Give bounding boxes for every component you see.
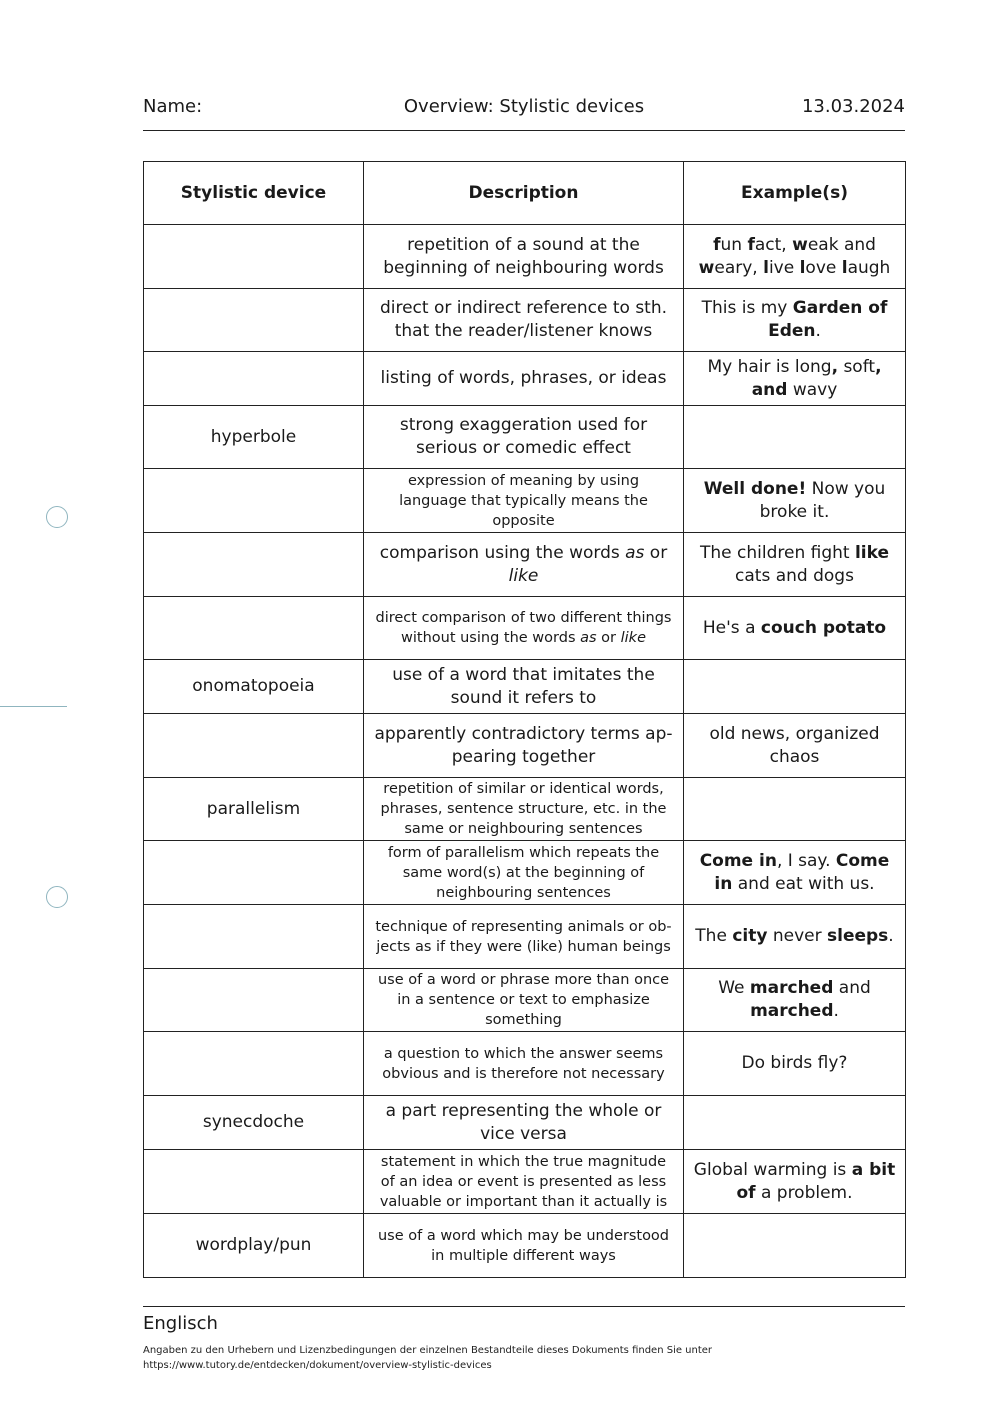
example-cell — [684, 778, 906, 841]
table-row — [144, 1096, 906, 1150]
device-cell — [144, 469, 364, 533]
example-cell-text: and — [833, 978, 871, 998]
example-cell-text: act, — [754, 234, 793, 255]
device-cell — [144, 597, 364, 660]
example-cell-text: l — [841, 257, 848, 278]
description-cell-text: strong exaggeration used for serious or comedic effect — [399, 415, 648, 458]
example-cell-text: couch potato — [760, 617, 887, 638]
example-cell-text: like — [854, 542, 890, 563]
description-cell-text: like — [508, 565, 539, 586]
description-cell — [364, 1032, 684, 1096]
page-title: Overview: Stylistic devices — [403, 96, 645, 117]
device-cell — [144, 289, 364, 352]
description-cell — [364, 969, 684, 1032]
example-cell-text: , — [875, 356, 882, 377]
example-cell-text: and — [751, 379, 788, 400]
example-cell-text: Now you broke it. — [759, 478, 886, 522]
example-cell-text: This is my — [701, 298, 793, 318]
device-cell: onomatopoeia — [144, 660, 364, 714]
example-cell-text: f — [747, 234, 755, 255]
description-cell — [364, 289, 684, 352]
description-cell-text: direct comparison of two different things without using the words — [375, 610, 672, 646]
description-cell-text: or — [596, 630, 621, 646]
name-label: Name: — [143, 96, 203, 117]
device-cell — [144, 1150, 364, 1214]
credits-line: Angaben zu den Urhebern und Lizenzbedingungen der einzelnen Bestandteile dieses Dokuments finden Sie unter — [143, 1345, 713, 1356]
example-cell-text: The — [695, 926, 733, 946]
description-cell — [364, 406, 684, 469]
example-cell-text: un — [720, 234, 748, 255]
footer-divider — [143, 1306, 905, 1307]
example-cell-text: l — [763, 257, 769, 278]
description-cell-text: apparently contradictory terms appearing together — [374, 723, 673, 767]
example-cell — [684, 660, 906, 714]
description-cell-text: comparison using the words — [379, 542, 626, 563]
example-cell — [684, 1214, 906, 1278]
device-cell — [144, 841, 364, 905]
device-cell: wordplay/pun — [144, 1214, 364, 1278]
table-row — [144, 533, 906, 597]
example-cell-text: augh — [847, 257, 891, 278]
table-row — [144, 905, 906, 969]
example-cell-text: . — [815, 321, 821, 341]
description-cell-text: technique of representing animals or objects as if they were (like) human beings — [375, 918, 672, 955]
date-label: 13.03.2024 — [801, 96, 905, 117]
description-cell-text: repetition of similar or identical words, phrases, sentence structure, etc. in the same or neighbouring sentences — [380, 781, 667, 837]
description-cell-text: like — [620, 630, 646, 646]
description-cell — [364, 1150, 684, 1214]
example-cell-text: city — [732, 926, 768, 946]
description-cell — [364, 778, 684, 841]
description-cell-text: a question to which the answer seems obvious and is therefore not necessary — [382, 1045, 665, 1082]
example-cell-text: Do birds fly? — [741, 1053, 848, 1073]
description-cell — [364, 660, 684, 714]
credits-url: https://www.tutory.de/entdecken/dokument/overview-stylistic-devices — [143, 1360, 492, 1371]
device-cell — [144, 352, 364, 406]
description-cell — [364, 841, 684, 905]
table-row — [144, 660, 906, 714]
column-header-device: Stylistic device — [144, 162, 364, 225]
device-cell — [144, 969, 364, 1032]
example-cell-text: soft — [838, 356, 876, 377]
example-cell-text: a bit of — [736, 1159, 896, 1203]
example-cell-text: . — [833, 1001, 839, 1021]
description-cell-text: as — [580, 630, 597, 646]
example-cell-text: l — [799, 257, 806, 278]
description-cell-text: repetition of a sound at the beginning of neighbouring words — [383, 234, 664, 278]
example-cell — [684, 1150, 906, 1214]
example-cell — [684, 289, 906, 352]
example-cell-text: old news, organized chaos — [709, 723, 880, 767]
table-body — [144, 225, 906, 1278]
example-cell-text: cats and dogs — [735, 565, 854, 586]
description-cell — [364, 533, 684, 597]
example-cell-text: Well done! — [703, 478, 807, 499]
example-cell-text: My hair is long — [707, 356, 832, 377]
example-cell-text: He's a — [702, 617, 761, 638]
page-header — [143, 94, 905, 131]
example-cell — [684, 352, 906, 406]
table-row — [144, 289, 906, 352]
example-cell — [684, 533, 906, 597]
example-cell-text: eary, — [714, 257, 764, 278]
example-cell-text: eak and — [807, 234, 876, 255]
punch-hole-mark — [46, 886, 68, 908]
table-row — [144, 714, 906, 778]
example-cell-text: never — [767, 926, 827, 946]
description-cell — [364, 905, 684, 969]
description-cell — [364, 469, 684, 533]
example-cell-text: ive — [768, 257, 800, 278]
table-row — [144, 225, 906, 289]
example-cell-text: a problem. — [755, 1182, 853, 1203]
description-cell — [364, 714, 684, 778]
table-row — [144, 969, 906, 1032]
description-cell-text: form of parallelism which repeats the same word(s) at the beginning of neighbouring sentences — [387, 844, 660, 901]
description-cell — [364, 1096, 684, 1150]
table-row — [144, 1150, 906, 1214]
example-cell-text: Come in — [714, 850, 890, 894]
example-cell — [684, 1032, 906, 1096]
example-cell — [684, 969, 906, 1032]
table-header-row — [144, 162, 906, 225]
description-cell-text: direct or indirect reference to sth. that the reader/listener knows — [379, 298, 668, 341]
description-cell-text: a part representing the whole or vice versa — [385, 1100, 662, 1144]
example-cell-text: . — [888, 926, 894, 946]
device-cell: synecdoche — [144, 1096, 364, 1150]
table-row — [144, 1032, 906, 1096]
example-cell-text: Come in — [699, 850, 777, 871]
example-cell-text: Garden of Eden — [768, 298, 888, 341]
description-cell — [364, 1214, 684, 1278]
description-cell — [364, 225, 684, 289]
table-row — [144, 406, 906, 469]
example-cell-text: w — [698, 257, 715, 278]
fold-mark — [0, 706, 67, 707]
example-cell-text: f — [713, 234, 721, 255]
device-cell — [144, 714, 364, 778]
description-cell-text: as — [625, 542, 645, 563]
example-cell-text: , I say. — [776, 850, 836, 871]
example-cell-text: wavy — [787, 379, 838, 400]
device-cell: hyperbole — [144, 406, 364, 469]
example-cell-text: ove — [805, 257, 842, 278]
device-cell — [144, 1032, 364, 1096]
table-row — [144, 778, 906, 841]
example-cell-text: The children fight — [699, 542, 855, 563]
table-row — [144, 597, 906, 660]
description-cell-text: listing of words, phrases, or ideas — [380, 368, 667, 388]
example-cell-text: Global warming is — [693, 1159, 852, 1180]
punch-hole-mark — [46, 506, 68, 528]
column-header-description: Description — [364, 162, 684, 225]
example-cell — [684, 469, 906, 533]
table-row — [144, 841, 906, 905]
example-cell — [684, 905, 906, 969]
example-cell-text: We — [718, 978, 750, 998]
subject-label: Englisch — [143, 1313, 218, 1334]
example-cell — [684, 1096, 906, 1150]
example-cell — [684, 714, 906, 778]
description-cell — [364, 352, 684, 406]
example-cell — [684, 841, 906, 905]
description-cell-text: or — [644, 542, 668, 563]
example-cell — [684, 225, 906, 289]
example-cell — [684, 597, 906, 660]
example-cell-text: marched — [750, 1001, 834, 1021]
description-cell — [364, 597, 684, 660]
example-cell — [684, 406, 906, 469]
table-row — [144, 1214, 906, 1278]
description-cell-text: expression of meaning by using language that typically means the opposite — [399, 472, 648, 529]
example-cell-text: w — [792, 234, 808, 255]
device-cell — [144, 905, 364, 969]
description-cell-text: use of a word that imitates the sound it refers to — [392, 664, 655, 708]
example-cell-text: marched — [749, 978, 834, 998]
device-cell — [144, 533, 364, 597]
description-cell-text: statement in which the true magnitude of an idea or event is presented as less valuable or important than it actually is — [379, 1153, 668, 1210]
device-cell: parallelism — [144, 778, 364, 841]
example-cell-text: and eat with us. — [732, 873, 875, 894]
column-header-examples: Example(s) — [684, 162, 906, 225]
device-cell — [144, 225, 364, 289]
table-row — [144, 352, 906, 406]
description-cell-text: use of a word or phrase more than once in a sentence or text to emphasize something — [377, 972, 670, 1028]
credits-text — [143, 1343, 712, 1373]
example-cell-text: sleeps — [827, 926, 889, 946]
table-row — [144, 469, 906, 533]
description-cell-text: use of a word which may be understood in multiple different ways — [377, 1227, 670, 1264]
example-cell-text: , — [831, 356, 839, 377]
stylistic-devices-table — [143, 161, 906, 1278]
